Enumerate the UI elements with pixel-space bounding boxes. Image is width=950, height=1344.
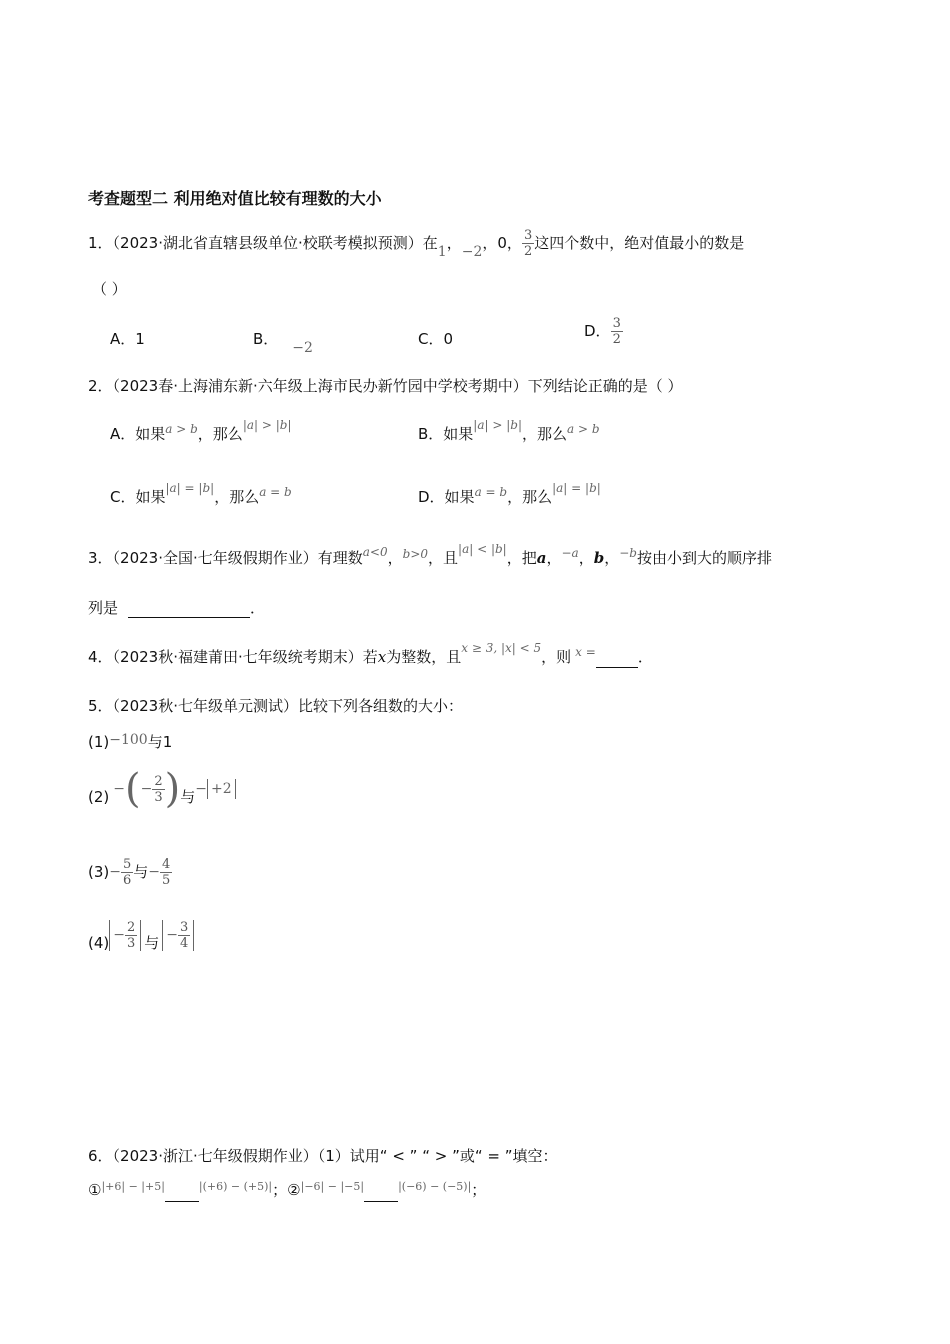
question-5 [88,696,463,716]
q1-stem-post: 这四个数中，绝对值最小的数是 [534,234,745,252]
q2-option-d-mid: ，那么 [507,488,553,506]
q4-var-x: x [377,648,387,666]
q5-p4-minus-1: − [113,927,125,943]
q4-text-2: 为整数，且 [386,648,462,666]
q2-option-c-cond: |a| = |b| [165,481,215,495]
q2-option-b-mid: ，那么 [522,425,568,443]
q1-source: （2023·湖北省直辖县级单位·校联考模拟预测） [112,234,423,252]
q1-option-a-value: 1 [135,330,145,348]
q5-p2-inner-minus: − [140,781,153,797]
question-6 [88,1146,558,1166]
q3-math-b: b>0 [402,547,429,561]
question-1 [88,228,744,259]
q1-sep-3: ， [506,234,522,252]
q5-p2-yu: 与 [180,788,196,806]
q1-answer-paren: （ ） [92,280,127,298]
q4-condition: x ≥ 3, |x| < 5 [461,641,542,655]
q1-option-b-label: B． [253,330,279,348]
q2-option-c[interactable] [110,481,292,508]
q2-option-b-res: a > b [567,422,600,436]
q5-p3-fraction-1 [121,857,133,888]
q5-p1-yu: 与 [147,733,163,751]
q6-expr-2-left: |−6| − |−5| [300,1180,365,1193]
q6-blank-1[interactable] [165,1185,199,1202]
question-4 [88,641,653,668]
q1-stem-pre: 在 [422,234,438,252]
q5-p4-yu: 与 [144,934,160,952]
q6-expr-1-left: |+6| − |+5| [101,1180,165,1193]
q3-end: ． [250,599,266,617]
q3-math-a: a<0 [362,545,388,559]
q5-p3-den2: 5 [162,872,171,888]
q5-part-1 [88,732,172,753]
q5-p3-num1: 5 [122,856,132,872]
q5-p4-fraction-1 [125,920,137,951]
q6-number: 6． [88,1147,113,1165]
q2-option-a-mid: ，那么 [197,425,243,443]
q3-math-neg-a: −a [561,546,579,560]
q6-expr-2-right: |(−6) − (−5)| [398,1180,472,1193]
q3-line2-text: 列是 [88,599,119,617]
q4-number: 4． [88,648,113,666]
q5-p2-label: (2) [88,788,110,806]
q6-blank-2[interactable] [364,1185,398,1202]
q3-math-abs: |a| < |b| [458,542,507,556]
q5-part-2 [88,766,236,812]
q3-text-4: ，把 [506,549,537,567]
q5-p4-minus-2: − [166,927,179,943]
q5-p4-fraction-2 [178,920,190,951]
q6-stem: （1）试用“ < ” “ > ”或“ = ”填空： [317,1147,558,1165]
q5-p3-minus-1: − [109,864,121,880]
q3-text-2: ， [387,549,403,567]
q5-stem: 比较下列各组数的大小： [298,697,464,715]
q1-fraction [522,228,534,259]
q1-option-a-label: A． [110,330,136,348]
q5-p2-den: 3 [154,789,163,805]
q6-end: ； [471,1181,487,1199]
q5-p3-num2: 4 [162,856,171,872]
q5-part-3 [88,850,172,894]
q5-p1-label: (1) [88,733,110,751]
q6-expr-1-right: |(+6) − (+5)| [198,1180,273,1193]
q4-end: ． [637,648,653,666]
q2-option-c-mid: ，那么 [214,488,260,506]
q1-option-b-value: −2 [292,340,313,356]
q3-var-a: a [536,549,547,567]
q1-option-c[interactable] [418,329,453,349]
q5-p1-math: −100 [109,732,148,748]
q5-p4-abs-2 [162,920,194,951]
q3-line-2 [88,598,265,618]
q5-p3-yu: 与 [133,863,149,881]
q5-p3-label: (3) [88,863,110,881]
q6-circle-1: ① [88,1181,102,1199]
q5-p3-minus-2: − [148,864,161,880]
q1-option-d-num: 3 [612,316,621,331]
q1-frac-num: 3 [523,228,533,243]
q2-option-c-label: C．如果 [110,488,166,506]
question-3 [88,542,773,569]
q5-number: 5． [88,697,113,715]
q5-p2-right-minus: − [195,781,207,797]
q1-option-d[interactable] [584,316,623,347]
q2-option-d[interactable] [418,481,601,508]
q5-p2-right: +2 [207,779,236,799]
q3-var-b: b [593,549,605,567]
q5-p4-num2: 3 [180,919,189,935]
q3-comma-3: ， [604,549,620,567]
q3-text-1: 有理数 [317,549,363,567]
q2-option-a-label: A．如果 [110,425,166,443]
q5-p4-den1: 3 [126,935,136,951]
q2-option-a-res: |a| > |b| [242,418,292,432]
q5-p3-fraction-2 [160,857,172,888]
q5-p3-den1: 6 [122,872,132,888]
q4-answer-blank[interactable] [596,651,638,668]
q4-text-3: ，则 [541,648,572,666]
q2-option-a-cond: a > b [165,422,198,436]
q1-sep-2: ， [482,234,498,252]
q4-source: （2023秋·福建莆田·七年级统考期末） [112,648,363,666]
q3-answer-blank[interactable] [128,601,250,618]
q5-p1-num: 1 [162,733,173,751]
q3-text-3: ，且 [428,549,459,567]
q2-option-b-label: B．如果 [418,425,474,443]
q5-p4-label: (4) [88,934,110,952]
q2-number: 2． [88,377,113,395]
q5-p4-num1: 2 [126,919,136,935]
q2-option-a[interactable] [110,418,292,445]
section-title: 考查题型二 利用绝对值比较有理数的大小 [88,189,382,208]
q2-source: （2023春·上海浦东新·六年级上海市民办新竹园中学校考期中） [112,377,528,395]
q4-text-1: 若 [362,648,378,666]
q6-source: （2023·浙江·七年级假期作业） [112,1147,318,1165]
q1-frac-den: 2 [523,244,533,259]
q1-n3: 0 [497,234,507,252]
q2-option-d-cond: a = b [474,485,508,499]
q1-option-d-label: D． [584,322,611,340]
q1-option-d-fraction [611,316,623,347]
q1-option-c-label: C． [418,330,444,348]
q3-comma-1: ， [546,549,562,567]
q5-p2-num: 2 [154,773,163,789]
q1-sep-1: ， [446,234,462,252]
q1-n2: −2 [461,244,483,260]
q5-part-4 [88,912,194,958]
q3-text-5: 按由小到大的顺序排 [637,549,773,567]
q2-option-b[interactable] [418,418,600,445]
q5-p2-rparen: ) [164,766,181,812]
q1-option-b[interactable] [253,329,313,356]
q2-option-d-label: D．如果 [418,488,475,506]
q1-n1: 1 [437,244,447,260]
q2-option-c-res: a = b [259,485,292,499]
q2-stem: 下列结论正确的是（ ） [527,377,683,395]
question-2 [88,376,683,396]
q3-source: （2023·全国·七年级假期作业） [112,549,318,567]
q5-source: （2023秋·七年级单元测试） [112,697,298,715]
q1-option-c-value: 0 [443,330,454,348]
q5-p2-lparen: ( [124,766,141,812]
q3-number: 3． [88,549,113,567]
q1-option-a[interactable] [110,329,145,349]
q1-option-d-den: 2 [612,332,621,347]
q6-circle-2: ② [287,1181,301,1199]
q6-semicolon: ； [272,1181,288,1199]
q2-option-b-cond: |a| > |b| [473,418,522,432]
q5-p2-minus: − [113,781,125,797]
q1-number: 1． [88,234,113,252]
q4-math-x-eq: x = [575,645,596,659]
q2-option-d-res: |a| = |b| [552,481,601,495]
q6-line-2 [88,1180,486,1202]
q5-p2-fraction [152,774,164,805]
q3-comma-2: ， [578,549,594,567]
q5-p4-den2: 4 [180,935,189,951]
q5-p4-abs-1 [109,920,141,951]
q3-math-neg-b: −b [619,546,637,560]
